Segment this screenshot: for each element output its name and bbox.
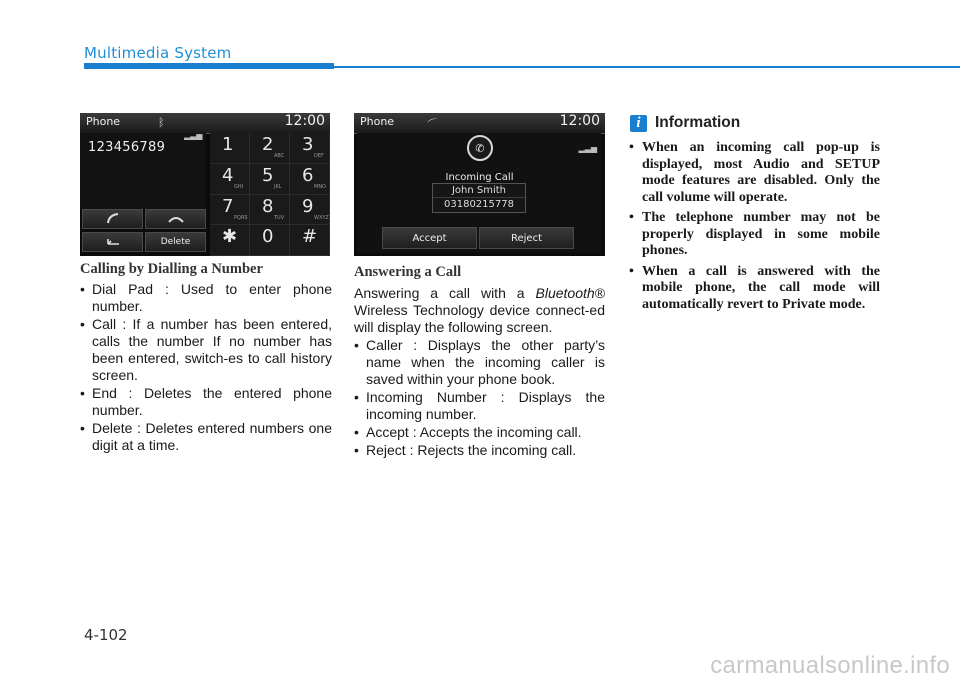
dial-pad-screenshot — [80, 113, 330, 256]
screen-clock: 12:00 — [559, 113, 600, 129]
delete-button[interactable] — [145, 232, 206, 252]
keypad-key[interactable]: 6 MNO — [290, 164, 330, 195]
list-item: • Call : If a number has been entered, calls the number If no number has been entered, switch-es to call history screen. — [80, 316, 332, 384]
header-rule-thin — [334, 66, 960, 68]
information-title: Information — [655, 114, 741, 131]
back-delete-row — [82, 232, 206, 252]
heading-calling-by-dialling: Calling by Dialling a Number — [80, 261, 263, 277]
reject-button[interactable]: Reject — [479, 227, 574, 249]
calling-list — [80, 281, 332, 455]
delete-label: Delete — [160, 237, 191, 247]
screen-title: Phone — [86, 115, 121, 128]
header-rule-thick — [84, 63, 334, 69]
incoming-call-screenshot — [354, 113, 605, 256]
list-item: • Incoming Number : Displays the incoming number. — [354, 389, 605, 423]
keypad — [210, 133, 330, 256]
call-icon — [106, 213, 120, 225]
screen-title: Phone — [360, 115, 395, 128]
heading-answering-a-call: Answering a Call — [354, 264, 462, 280]
call-button[interactable] — [82, 209, 143, 229]
list-item: • Accept : Accepts the incoming call. — [354, 424, 605, 441]
handset-icon: ⌒ — [426, 116, 442, 133]
call-actions — [382, 227, 574, 249]
answering-intro: Answering a call with a Bluetooth® Wireless Technology device connect-ed will display the following screen. — [354, 285, 605, 335]
back-icon — [105, 237, 121, 247]
keypad-key[interactable]: 1 — [210, 133, 250, 164]
list-item: • The telephone number may not be properly displayed in some mobile phones. — [629, 210, 880, 260]
accept-button[interactable]: Accept — [382, 227, 477, 249]
back-button[interactable] — [82, 232, 143, 252]
call-end-row — [82, 209, 206, 229]
section-header-title: Multimedia System — [84, 44, 232, 62]
keypad-key[interactable]: 7 PQRS — [210, 195, 250, 226]
keypad-key[interactable]: 2 ABC — [250, 133, 290, 164]
keypad-key[interactable]: 8 TUV — [250, 195, 290, 226]
answering-text — [354, 285, 605, 460]
screen-status-bar — [80, 113, 330, 134]
end-button[interactable] — [145, 209, 206, 229]
info-icon: i — [630, 115, 647, 132]
caller-name: John Smith — [433, 185, 525, 198]
caller-number: 03180215778 — [444, 199, 514, 210]
list-item: • When an incoming call pop-up is displayed, most Audio and SETUP mode features are disabled. Only the call volume will operate. — [629, 140, 880, 206]
bluetooth-brand: Bluetooth® — [535, 285, 605, 301]
screen-status-bar — [354, 113, 605, 134]
list-item: • Caller : Displays the other party’s name when the incoming caller is saved within your phone book. — [354, 337, 605, 388]
bluetooth-icon: ᛒ — [158, 116, 165, 129]
keypad-key[interactable]: ✱ — [210, 225, 250, 256]
keypad-key[interactable]: # — [290, 225, 330, 256]
page-number: 4-102 — [84, 626, 128, 644]
list-item: • Dial Pad : Used to enter phone number. — [80, 281, 332, 315]
keypad-key[interactable]: 4 GHI — [210, 164, 250, 195]
list-item: • When a call is answered with the mobile phone, the call mode will automatically revert to Private mode. — [629, 264, 880, 314]
caller-info-box — [432, 183, 526, 213]
list-item: • Reject : Rejects the incoming call. — [354, 442, 605, 459]
information-list — [629, 140, 880, 317]
keypad-key[interactable]: 0 — [250, 225, 290, 256]
incoming-call-label: Incoming Call — [445, 172, 514, 183]
signal-icon: ▂▃▅ — [578, 144, 597, 153]
keypad-key[interactable]: 9 WXYZ — [290, 195, 330, 226]
end-call-icon — [168, 214, 184, 224]
keypad-key[interactable]: 3 DEF — [290, 133, 330, 164]
information-header — [630, 114, 740, 132]
screen-clock: 12:00 — [284, 113, 325, 129]
keypad-key[interactable]: 5 JKL — [250, 164, 290, 195]
watermark: carmanualsonline.info — [710, 652, 950, 679]
signal-icon: ▂▃▅ — [184, 131, 203, 140]
list-item: • End : Deletes the entered phone number. — [80, 385, 332, 419]
dialed-number: 123456789 — [88, 140, 166, 155]
incoming-call-icon: ✆ — [467, 135, 493, 161]
list-item: • Delete : Deletes entered numbers one digit at a time. — [80, 420, 332, 454]
